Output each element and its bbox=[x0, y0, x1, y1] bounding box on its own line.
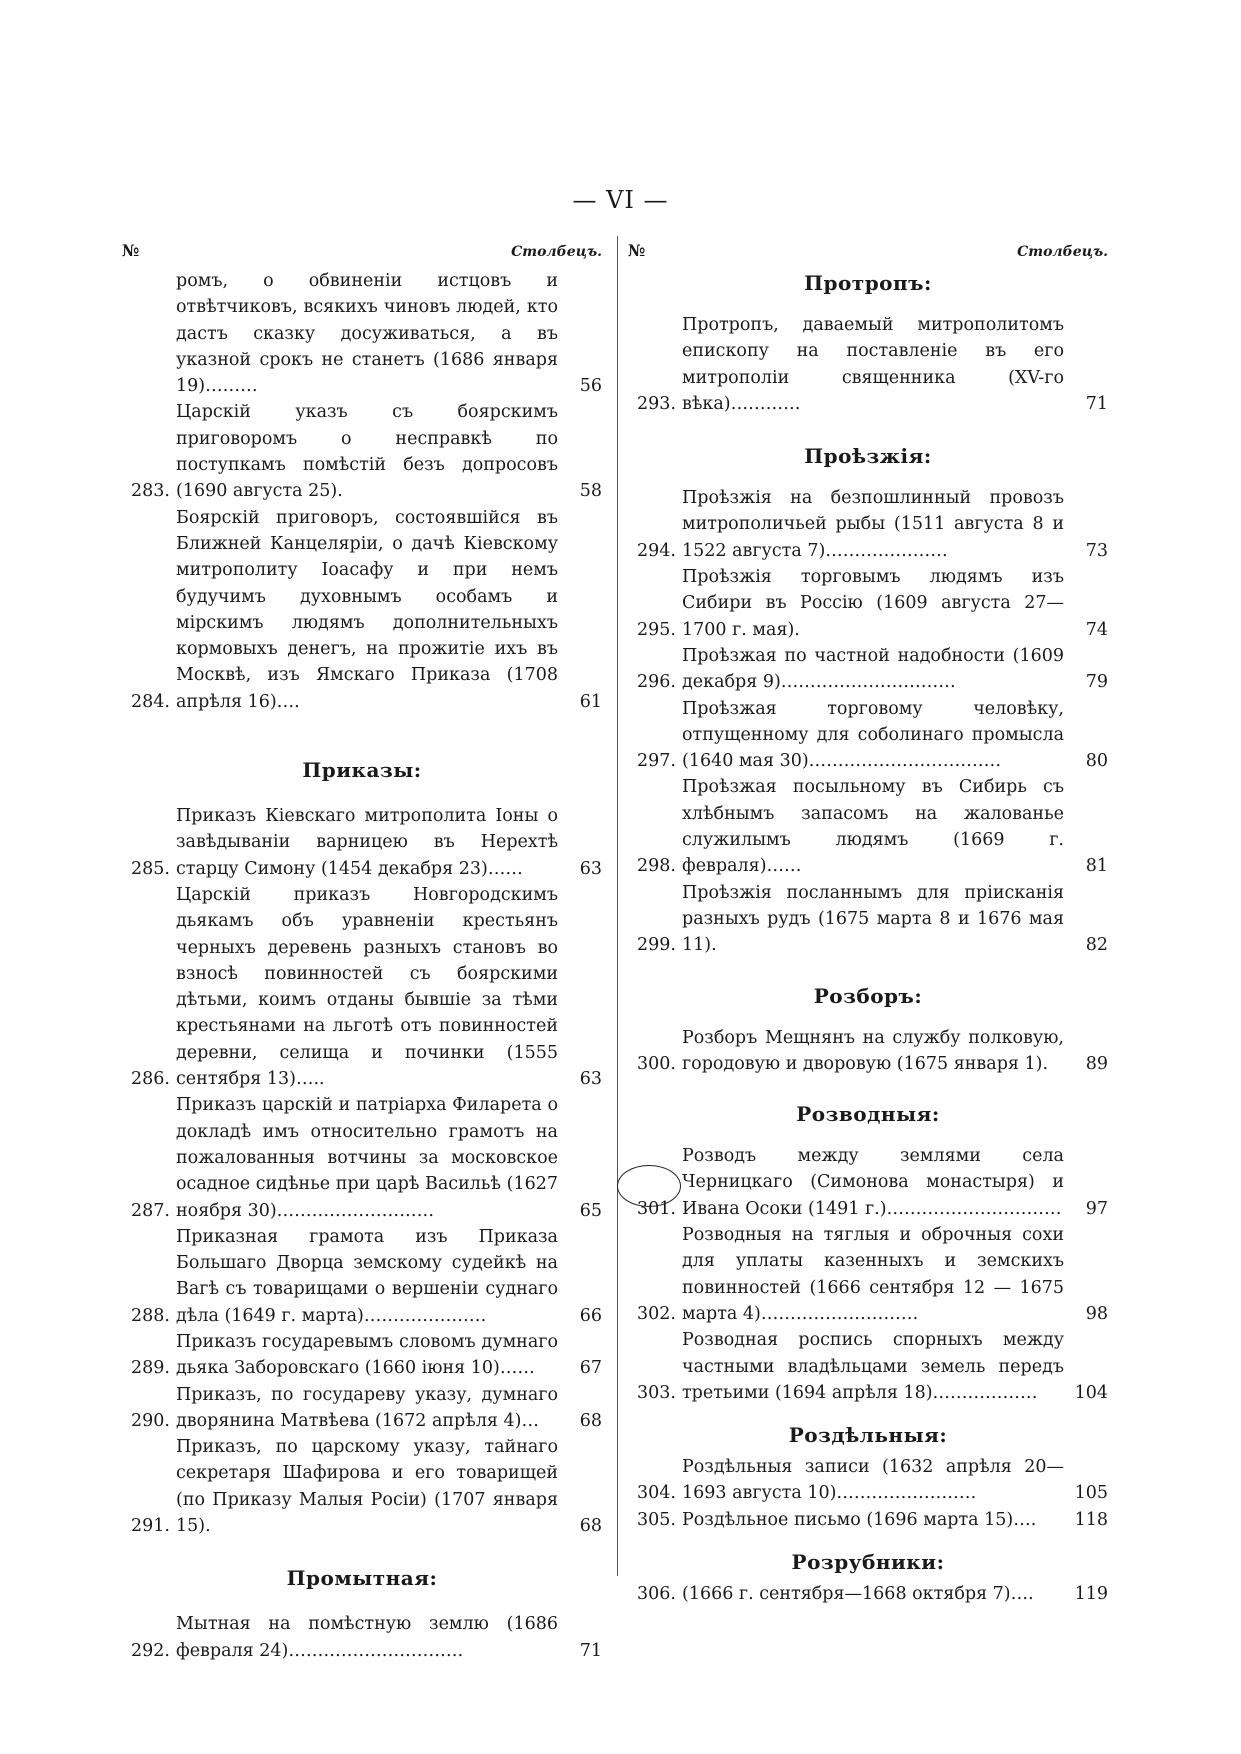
list-item bbox=[628, 1025, 1108, 1078]
entry-text: (1666 г. сентября—1668 октября 7)…. bbox=[682, 1583, 1034, 1604]
column-header bbox=[122, 238, 602, 268]
entry-column-number: 81 bbox=[1085, 856, 1108, 877]
entry-column-number: 98 bbox=[1085, 1303, 1108, 1324]
entry-text: Царскій указъ съ боярскимъ приговоромъ о несправкѣ по поступкамъ помѣстій безъ допросовъ (1690 августа 25). bbox=[176, 402, 558, 502]
entry-number: 288. bbox=[131, 1305, 170, 1326]
left-column bbox=[122, 238, 602, 1664]
entry-number: 297. bbox=[637, 751, 676, 772]
entry-number: 303. bbox=[637, 1382, 676, 1403]
entry-column-number: 97 bbox=[1085, 1198, 1108, 1219]
entry-number: 305. bbox=[637, 1509, 676, 1530]
entry-text: Приказъ царскій и патріарха Филарета о докладѣ имъ относительно грамотъ на пожалованныя вотчины за московское осадное сидѣнье при царѣ Васильѣ (1627 ноября 30)……………………… bbox=[176, 1095, 558, 1221]
entry-number: 295. bbox=[637, 619, 676, 640]
entry-column-number: 104 bbox=[1074, 1382, 1108, 1403]
list-item bbox=[122, 882, 602, 1092]
entry-text: Боярскій приговоръ, состоявшійся въ Ближней Канцеляріи, о дачѣ Кіевскому митрополиту Іоасафу и при немъ будучимъ духовнымъ особамъ и мірскимъ людямъ дополнительныхъ кормовыхъ денегъ, на прожитіе ихъ въ Москвѣ, изъ Ямскаго Приказа (1708 апрѣля 16)…. bbox=[176, 507, 558, 712]
list-item bbox=[628, 696, 1108, 775]
entry-text: Протропъ, даваемый митрополитомъ епископу на поставленіе въ его митрополіи священника (XV-го вѣка)………… bbox=[682, 315, 1064, 414]
list-item bbox=[628, 485, 1108, 564]
list-item bbox=[122, 399, 602, 504]
entry-column-number: 66 bbox=[579, 1305, 602, 1326]
entry-number: 284. bbox=[131, 691, 170, 712]
list-item bbox=[628, 1454, 1108, 1507]
entry-column-number: 74 bbox=[1085, 619, 1108, 640]
entry-number: 306. bbox=[637, 1583, 676, 1604]
entry-text: Приказъ Кіевскаго митрополита Іоны о завѣдываніи варницею въ Нерехтѣ старцу Симону (1454 декабря 23)…… bbox=[176, 806, 558, 879]
entry-text: Роздѣльныя записи (1632 апрѣля 20—1693 августа 10)…………………… bbox=[682, 1457, 1064, 1504]
list-item bbox=[122, 1434, 602, 1539]
entry-column-number: 73 bbox=[1085, 540, 1108, 561]
list-item bbox=[122, 1611, 602, 1664]
entry-number: 283. bbox=[131, 481, 170, 502]
entry-number: 294. bbox=[637, 540, 676, 561]
entry-column-number: 71 bbox=[579, 1640, 602, 1661]
entry-text: Розводная роспись спорныхъ между частными владѣльцами земель передъ третьими (1694 апрѣля 18)……………… bbox=[682, 1330, 1064, 1403]
entry-column-number: 119 bbox=[1074, 1583, 1108, 1604]
list-item bbox=[122, 803, 602, 882]
entry-text: Приказъ государевымъ словомъ думнаго дьяка Заборовскаго (1660 іюня 10)…… bbox=[176, 1331, 558, 1379]
entry-number: 286. bbox=[131, 1069, 170, 1090]
list-item bbox=[628, 774, 1108, 879]
entry-column-number: 56 bbox=[579, 376, 602, 397]
entry-column-number: 63 bbox=[579, 858, 602, 879]
list-item bbox=[628, 1222, 1108, 1327]
list-item bbox=[628, 880, 1108, 959]
entry-column-number: 68 bbox=[579, 1516, 602, 1537]
entry-text: ромъ, о обвиненіи истцовъ и отвѣтчиковъ, всякихъ чиновъ людей, кто дастъ сказку досуживаться, а въ указной срокъ не станетъ (1686 января 19)……… bbox=[176, 271, 558, 397]
hand-drawn-circle-mark bbox=[617, 1165, 681, 1207]
entry-number: 287. bbox=[131, 1200, 170, 1221]
list-item bbox=[628, 643, 1108, 696]
section-heading: Розрубники: bbox=[791, 1549, 945, 1574]
entry-number: 290. bbox=[131, 1410, 170, 1431]
entry-column-number: 71 bbox=[1085, 393, 1108, 414]
list-item bbox=[122, 505, 602, 715]
entry-column-number: 67 bbox=[579, 1358, 602, 1379]
list-item bbox=[122, 1092, 602, 1223]
entry-text: Проѣзжая по частной надобности (1609 декабря 9)………………………… bbox=[682, 645, 1064, 693]
list-item bbox=[122, 1329, 602, 1382]
entry-text: Проѣзжая торговому человѣку, отпущенному для соболинаго промысла (1640 мая 30)…………………………… bbox=[682, 698, 1064, 772]
entry-column-number: 68 bbox=[579, 1410, 602, 1431]
entry-number: 289. bbox=[131, 1358, 170, 1379]
entry-text: Проѣзжія на безпошлинный провозъ митрополичьей рыбы (1511 августа 8 и 1522 августа 7)………………… bbox=[682, 488, 1064, 561]
entry-number: 293. bbox=[637, 393, 676, 414]
list-item bbox=[628, 1143, 1108, 1222]
list-item bbox=[628, 312, 1108, 417]
entry-text: Проѣзжая посыльному въ Сибирь съ хлѣбнымъ запасомъ на жалованье служилымъ людямъ (1669 г. февраля)…… bbox=[682, 777, 1064, 877]
entry-column-number: 105 bbox=[1074, 1483, 1108, 1504]
entry-text: Розводныя на тяглыя и оброчныя сохи для уплаты казенныхъ и земскихъ повинностей (1666 сентября 12 — 1675 марта 4)……………………… bbox=[682, 1225, 1064, 1324]
entry-number: 299. bbox=[637, 935, 676, 956]
entry-number: 300. bbox=[637, 1053, 676, 1074]
section-heading: Протропъ: bbox=[804, 271, 932, 295]
entry-column-number: 79 bbox=[1085, 672, 1108, 693]
section-heading: Приказы: bbox=[302, 758, 422, 783]
list-item bbox=[628, 1507, 1108, 1533]
column-label: Столбецъ. bbox=[1017, 244, 1108, 260]
entry-number: 291. bbox=[131, 1516, 170, 1537]
entry-number: 301. bbox=[637, 1198, 676, 1219]
list-item bbox=[628, 1581, 1108, 1607]
entry-text: Приказъ, по царскому указу, тайнаго секретаря Шафирова и его товарищей (по Приказу Малыя Росіи) (1707 января 15). bbox=[176, 1437, 558, 1537]
entry-number: 296. bbox=[637, 672, 676, 693]
page-title: — VI — bbox=[572, 186, 669, 214]
entry-text: Розводъ между землями села Черницкаго (Симонова монастыря) и Ивана Осоки (1491 г.)………………………… bbox=[682, 1146, 1064, 1219]
list-item bbox=[122, 1382, 602, 1435]
entry-text: Проѣзжія торговымъ людямъ изъ Сибири въ Россію (1609 августа 27—1700 г. мая). bbox=[682, 567, 1064, 640]
section-heading: Промытная: bbox=[286, 1566, 438, 1591]
entry-text: Мытная на помѣстную землю (1686 февраля 24)………………………… bbox=[176, 1614, 558, 1661]
entry-text: Розборъ Мещнянъ на службу полковую, городовую и дворовую (1675 января 1). bbox=[682, 1027, 1064, 1074]
list-item bbox=[628, 1327, 1108, 1406]
entry-text: Роздѣльное письмо (1696 марта 15)…. bbox=[682, 1509, 1037, 1530]
right-column bbox=[628, 238, 1108, 1607]
entry-column-number: 63 bbox=[579, 1069, 602, 1090]
entry-column-number: 58 bbox=[579, 481, 602, 502]
column-header bbox=[628, 238, 1108, 268]
number-symbol: № bbox=[628, 241, 646, 260]
section-heading: Проѣзжія: bbox=[804, 444, 932, 469]
entry-number: 292. bbox=[131, 1640, 170, 1661]
list-item bbox=[122, 268, 602, 399]
number-symbol: № bbox=[122, 241, 140, 260]
column-label: Столбецъ. bbox=[511, 244, 602, 260]
section-heading: Роздѣльныя: bbox=[788, 1423, 948, 1448]
entry-number: 304. bbox=[637, 1483, 676, 1504]
entry-text: Приказъ, по государеву указу, думнаго дворянина Матвѣева (1672 апрѣля 4)… bbox=[176, 1384, 558, 1431]
column-divider bbox=[617, 236, 618, 1576]
entry-column-number: 118 bbox=[1074, 1509, 1108, 1530]
entry-text: Проѣзжія посланнымъ для пріисканія разныхъ рудъ (1675 марта 8 и 1676 мая 11). bbox=[682, 882, 1064, 956]
entry-column-number: 61 bbox=[579, 691, 602, 712]
section-heading: Розборъ: bbox=[813, 983, 923, 1008]
entry-column-number: 89 bbox=[1085, 1053, 1108, 1074]
entry-number: 285. bbox=[131, 858, 170, 879]
entry-number: 302. bbox=[637, 1303, 676, 1324]
entry-column-number: 65 bbox=[579, 1200, 602, 1221]
list-item bbox=[122, 1224, 602, 1329]
list-item bbox=[628, 564, 1108, 643]
entry-column-number: 80 bbox=[1085, 751, 1108, 772]
entry-text: Приказная грамота изъ Приказа Большаго Дворца земскому судейкѣ на Вагѣ съ товарищами о вершеніи суднаго дѣла (1649 г. марта)………………… bbox=[176, 1226, 558, 1326]
section-heading: Розводныя: bbox=[796, 1102, 940, 1127]
entry-column-number: 82 bbox=[1085, 935, 1108, 956]
entry-text: Царскій приказъ Новгородскимъ дьякамъ объ уравненіи крестьянъ черныхъ деревень разныхъ становъ во взносѣ повинностей съ боярскими дѣтьми, коимъ отданы бывшіе за тѣми крестьянами на льготѣ отъ повинностей деревни, селища и починки (1555 сентября 13)….. bbox=[176, 884, 558, 1090]
entry-number: 298. bbox=[637, 856, 676, 877]
